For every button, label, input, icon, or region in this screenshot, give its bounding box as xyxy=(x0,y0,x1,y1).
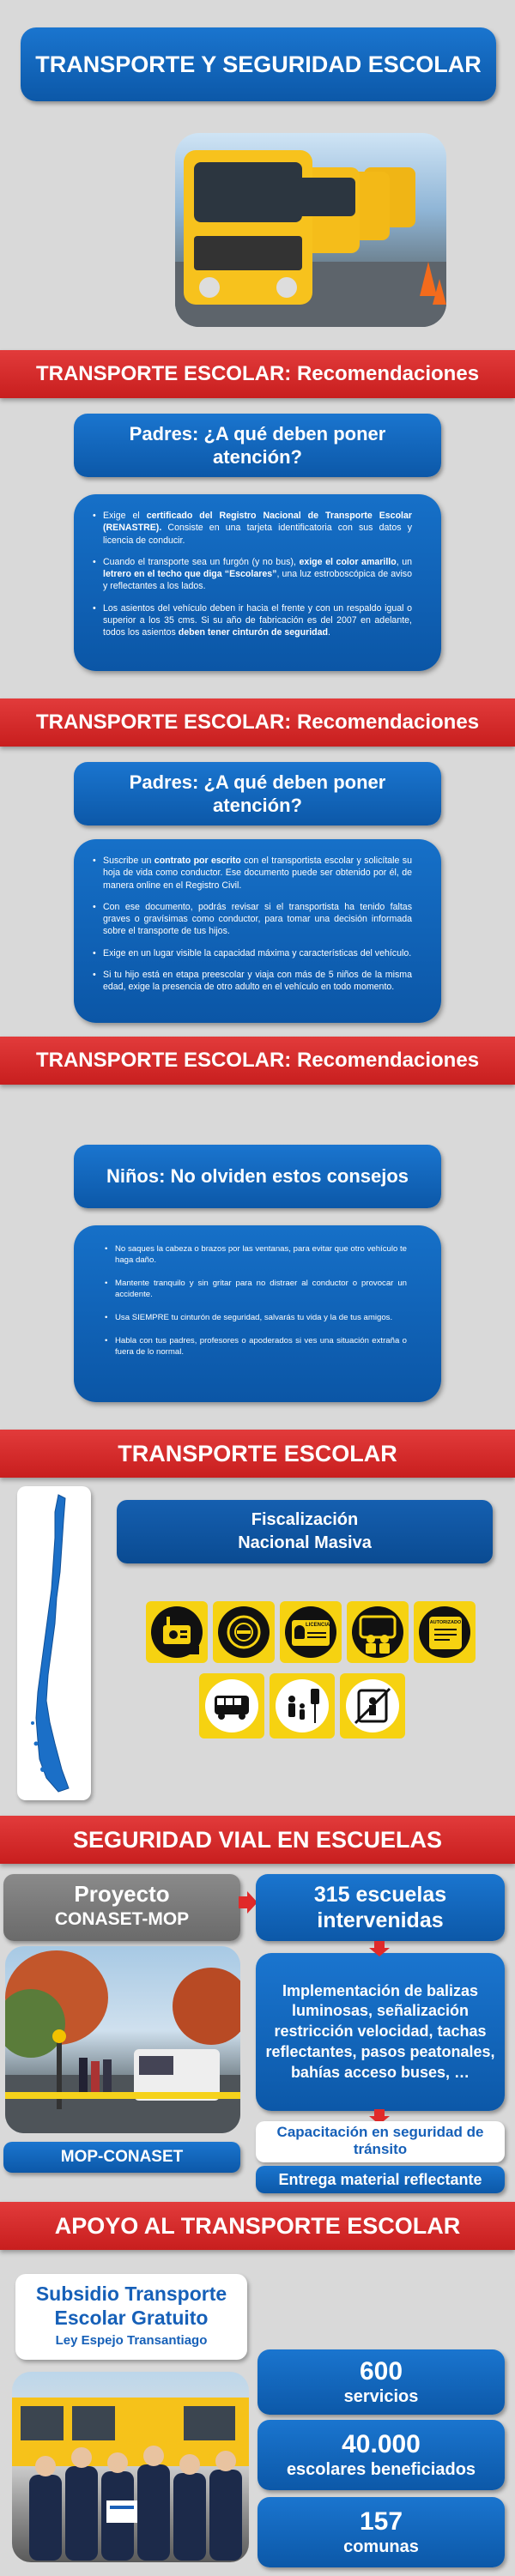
no-standing-icon xyxy=(340,1673,405,1738)
stat-label: comunas xyxy=(343,2537,419,2556)
list-item: • Habla con tus padres, profesores o apoderados si ves una situación extraña o fuera de lo normal. xyxy=(115,1336,407,1358)
stat-value: 40.000 xyxy=(342,2430,421,2459)
section-subtitle-1: Padres: ¿A qué deben poner atención? xyxy=(74,414,441,477)
section-subtitle-2: Padres: ¿A qué deben poner atención? xyxy=(74,762,441,825)
fiscalizacion-box: Fiscalización Nacional Masiva xyxy=(117,1500,493,1563)
students-photo xyxy=(12,2372,249,2562)
section-banner-1: TRANSPORTE ESCOLAR: Recomendaciones xyxy=(0,350,515,398)
list-item: • Con ese documento, podrás revisar si el transportista ha tenido faltas graves o gravísimas como conductor, para tomar una decisión informada sobre el transporte de tus hijos. xyxy=(103,901,412,938)
list-item: • Mantente tranquilo y sin gritar para no distraer al conductor o provocar un accidente. xyxy=(115,1279,407,1301)
radio-device-icon xyxy=(146,1601,208,1663)
info-box-1 xyxy=(74,494,441,671)
section-banner-3: TRANSPORTE ESCOLAR: Recomendaciones xyxy=(0,1037,515,1085)
school-crossing-photo xyxy=(5,1946,240,2133)
chile-map-icon xyxy=(17,1486,91,1800)
section-subtitle-3: Niños: No olviden estos consejos xyxy=(74,1145,441,1208)
authorized-label: AUTORIZADO xyxy=(429,1620,462,1625)
passengers-icon xyxy=(347,1601,409,1663)
tachograph-icon xyxy=(213,1601,275,1663)
subsidio-card: Subsidio Transporte Escolar Gratuito Ley Espejo Transantiago xyxy=(15,2274,247,2360)
stat-value: 600 xyxy=(359,2357,403,2386)
license-icon xyxy=(280,1601,342,1663)
page-title: TRANSPORTE Y SEGURIDAD ESCOLAR xyxy=(35,51,482,77)
entrega-box: Entrega material reflectante xyxy=(256,2166,505,2193)
arrow-right-icon xyxy=(239,1891,258,1914)
license-label: LICENCIA xyxy=(306,1623,330,1628)
proyecto-box: Proyecto CONASET-MOP xyxy=(3,1874,240,1941)
seguridad-banner: SEGURIDAD VIAL EN ESCUELAS xyxy=(0,1816,515,1864)
family-crossing-icon xyxy=(270,1673,335,1738)
mop-label-box: MOP-CONASET xyxy=(3,2142,240,2173)
section-banner-2: TRANSPORTE ESCOLAR: Recomendaciones xyxy=(0,698,515,747)
list-item: • Los asientos del vehículo deben ir hacia el frente y con un respaldo igual o superior a los 35 cms. Si su año de fabricación es del 2007 en adelante, todos los asientos deben tener cinturón de seguridad. xyxy=(103,602,412,639)
stat-servicios xyxy=(258,2349,505,2415)
capacitacion-box: Capacitación en seguridad de tránsito xyxy=(256,2121,505,2162)
transporte-banner: TRANSPORTE ESCOLAR xyxy=(0,1430,515,1478)
escuelas-box: 315 escuelas intervenidas xyxy=(256,1874,505,1941)
authorized-sign-icon xyxy=(414,1601,476,1663)
stat-label: servicios xyxy=(343,2386,419,2406)
info-box-2 xyxy=(74,839,441,1023)
page-title-box xyxy=(21,27,496,101)
bus-icon xyxy=(199,1673,264,1738)
arrow-down-icon xyxy=(369,1941,390,1956)
apoyo-banner: APOYO AL TRANSPORTE ESCOLAR xyxy=(0,2202,515,2250)
stat-label: escolares beneficiados xyxy=(286,2459,476,2479)
stat-escolares xyxy=(258,2420,505,2490)
list-item: • Exige el certificado del Registro Nacional de Transporte Escolar (RENASTRE). Consiste en una tarjeta identificatoria con sus datos y licencia de conducir. xyxy=(103,510,412,547)
info-box-3 xyxy=(74,1225,441,1402)
list-item: • Suscribe un contrato por escrito con el transportista escolar y solicítale su hoja de vida como conductor. Ese documento puede ser obtenido por él, de manera online en el Registro Civil. xyxy=(103,855,412,892)
implementacion-box: Implementación de balizas luminosas, señalización restricción velocidad, tachas reflectantes, pasos peatonales, bahías acceso buses, … xyxy=(256,1953,505,2111)
stat-value: 157 xyxy=(359,2507,403,2537)
stat-comunas xyxy=(258,2497,505,2567)
list-item: • No saques la cabeza o brazos por las ventanas, para evitar que otro vehículo te haga daño. xyxy=(115,1244,407,1267)
list-item: • Usa SIEMPRE tu cinturón de seguridad, salvarás tu vida y la de tus amigos. xyxy=(115,1313,407,1324)
list-item: • Cuando el transporte sea un furgón (y no bus), exige el color amarillo, un letrero en el techo que diga “Escolares”, una luz estroboscópica de aviso y reflectantes a los lados. xyxy=(103,556,412,593)
list-item: • Exige en un lugar visible la capacidad máxima y características del vehículo. xyxy=(103,947,412,959)
school-bus-photo xyxy=(175,133,446,327)
chile-map-card xyxy=(17,1486,91,1800)
list-item: • Si tu hijo está en etapa preescolar y viaja con más de 5 niños de la misma edad, exige la presencia de otro adulto en el vehículo en todo momento. xyxy=(103,969,412,994)
